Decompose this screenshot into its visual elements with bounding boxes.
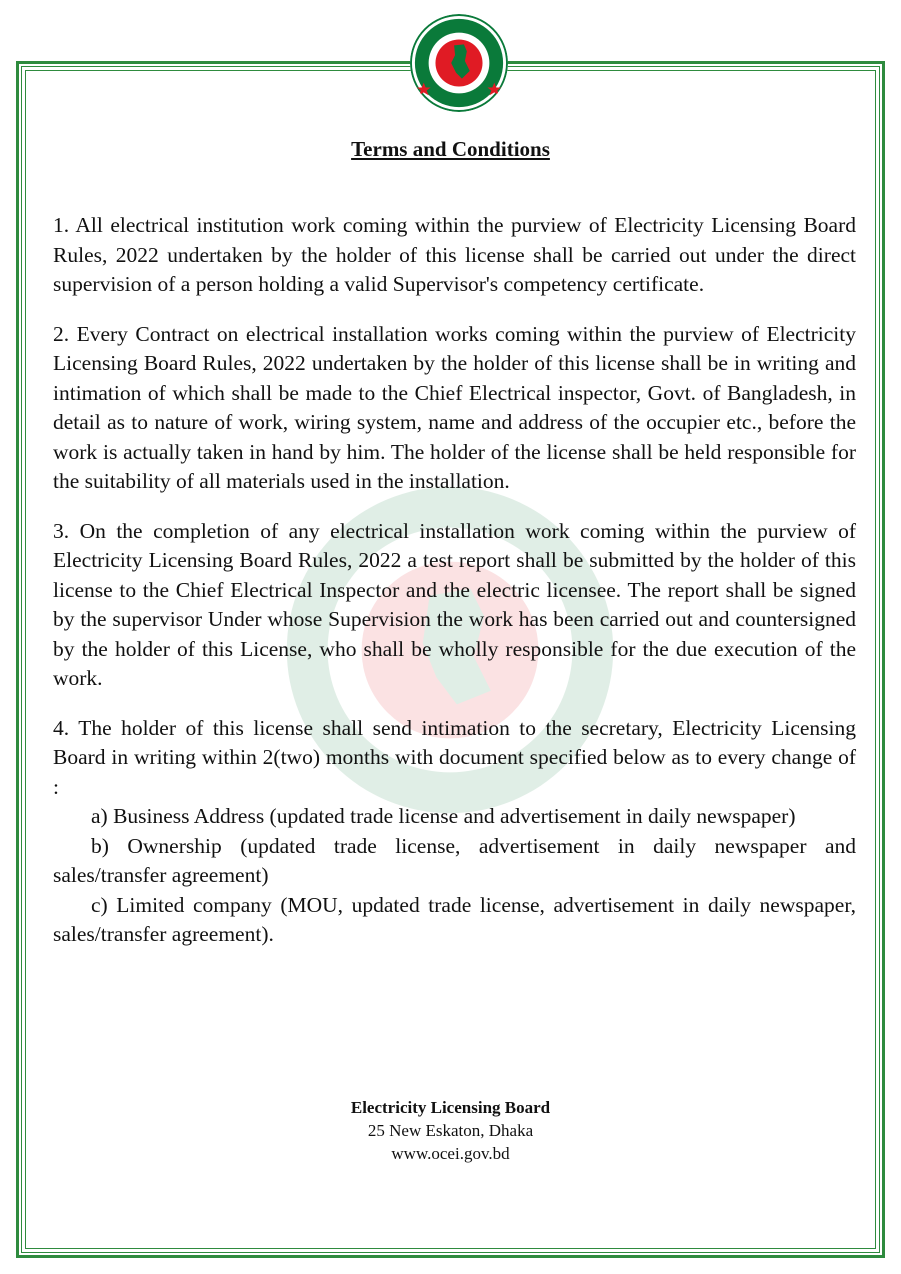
document-title: Terms and Conditions (351, 137, 550, 161)
footer-address: 25 New Eskaton, Dhaka (367, 1121, 534, 1140)
footer-website: www.ocei.gov.bd (391, 1144, 510, 1163)
clause-2: 2. Every Contract on electrical installation works coming within the purview of Electricity Licensing Board Rules, 2022 undertaken by the holder of this license shall be in writing and intimation of which shall be made to the Chief Electrical inspector, Govt. of Bangladesh, in detail as to nature of work, wiring system, name and address of the occupier etc., before the work is actually taken in hand by him. The holder of the license shall be held responsible for the suitability of all materials used in the installation. (53, 321, 856, 493)
footer (0, 1096, 901, 1165)
clause-4: 4. The holder of this license shall send intimation to the secretary, Electricity Licensing Board in writing within 2(two) months with document specified below as to every change of : (53, 715, 856, 799)
clause-3: 3. On the completion of any electrical installation work coming within the purview of Electricity Licensing Board Rules, 2022 a test report shall be submitted by the holder of this license to the Chief Electrical Inspector and the electric licensee. The report shall be signed by the supervisor Under whose Supervision the work has been carried out and countersigned by the holder of this License, who shall be wholly responsible for the due execution of the work. (53, 518, 856, 690)
subclause-c: c) Limited company (MOU, updated trade license, advertisement in daily newspaper, sales/transfer agreement). (53, 892, 856, 946)
government-seal-logo (410, 14, 508, 112)
clause-1: 1. All electrical institution work coming within the purview of Electricity Licensing Board Rules, 2022 undertaken by the holder of this license shall be carried out under the direct supervision of a person holding a valid Supervisor's competency certificate. (53, 213, 856, 296)
subclause-a: a) Business Address (updated trade license and advertisement in daily newspaper) (91, 804, 796, 828)
terms-body (53, 211, 856, 950)
subclause-b: b) Ownership (updated trade license, advertisement in daily newspaper and sales/transfer agreement) (53, 833, 856, 887)
footer-organization: Electricity Licensing Board (350, 1098, 551, 1117)
